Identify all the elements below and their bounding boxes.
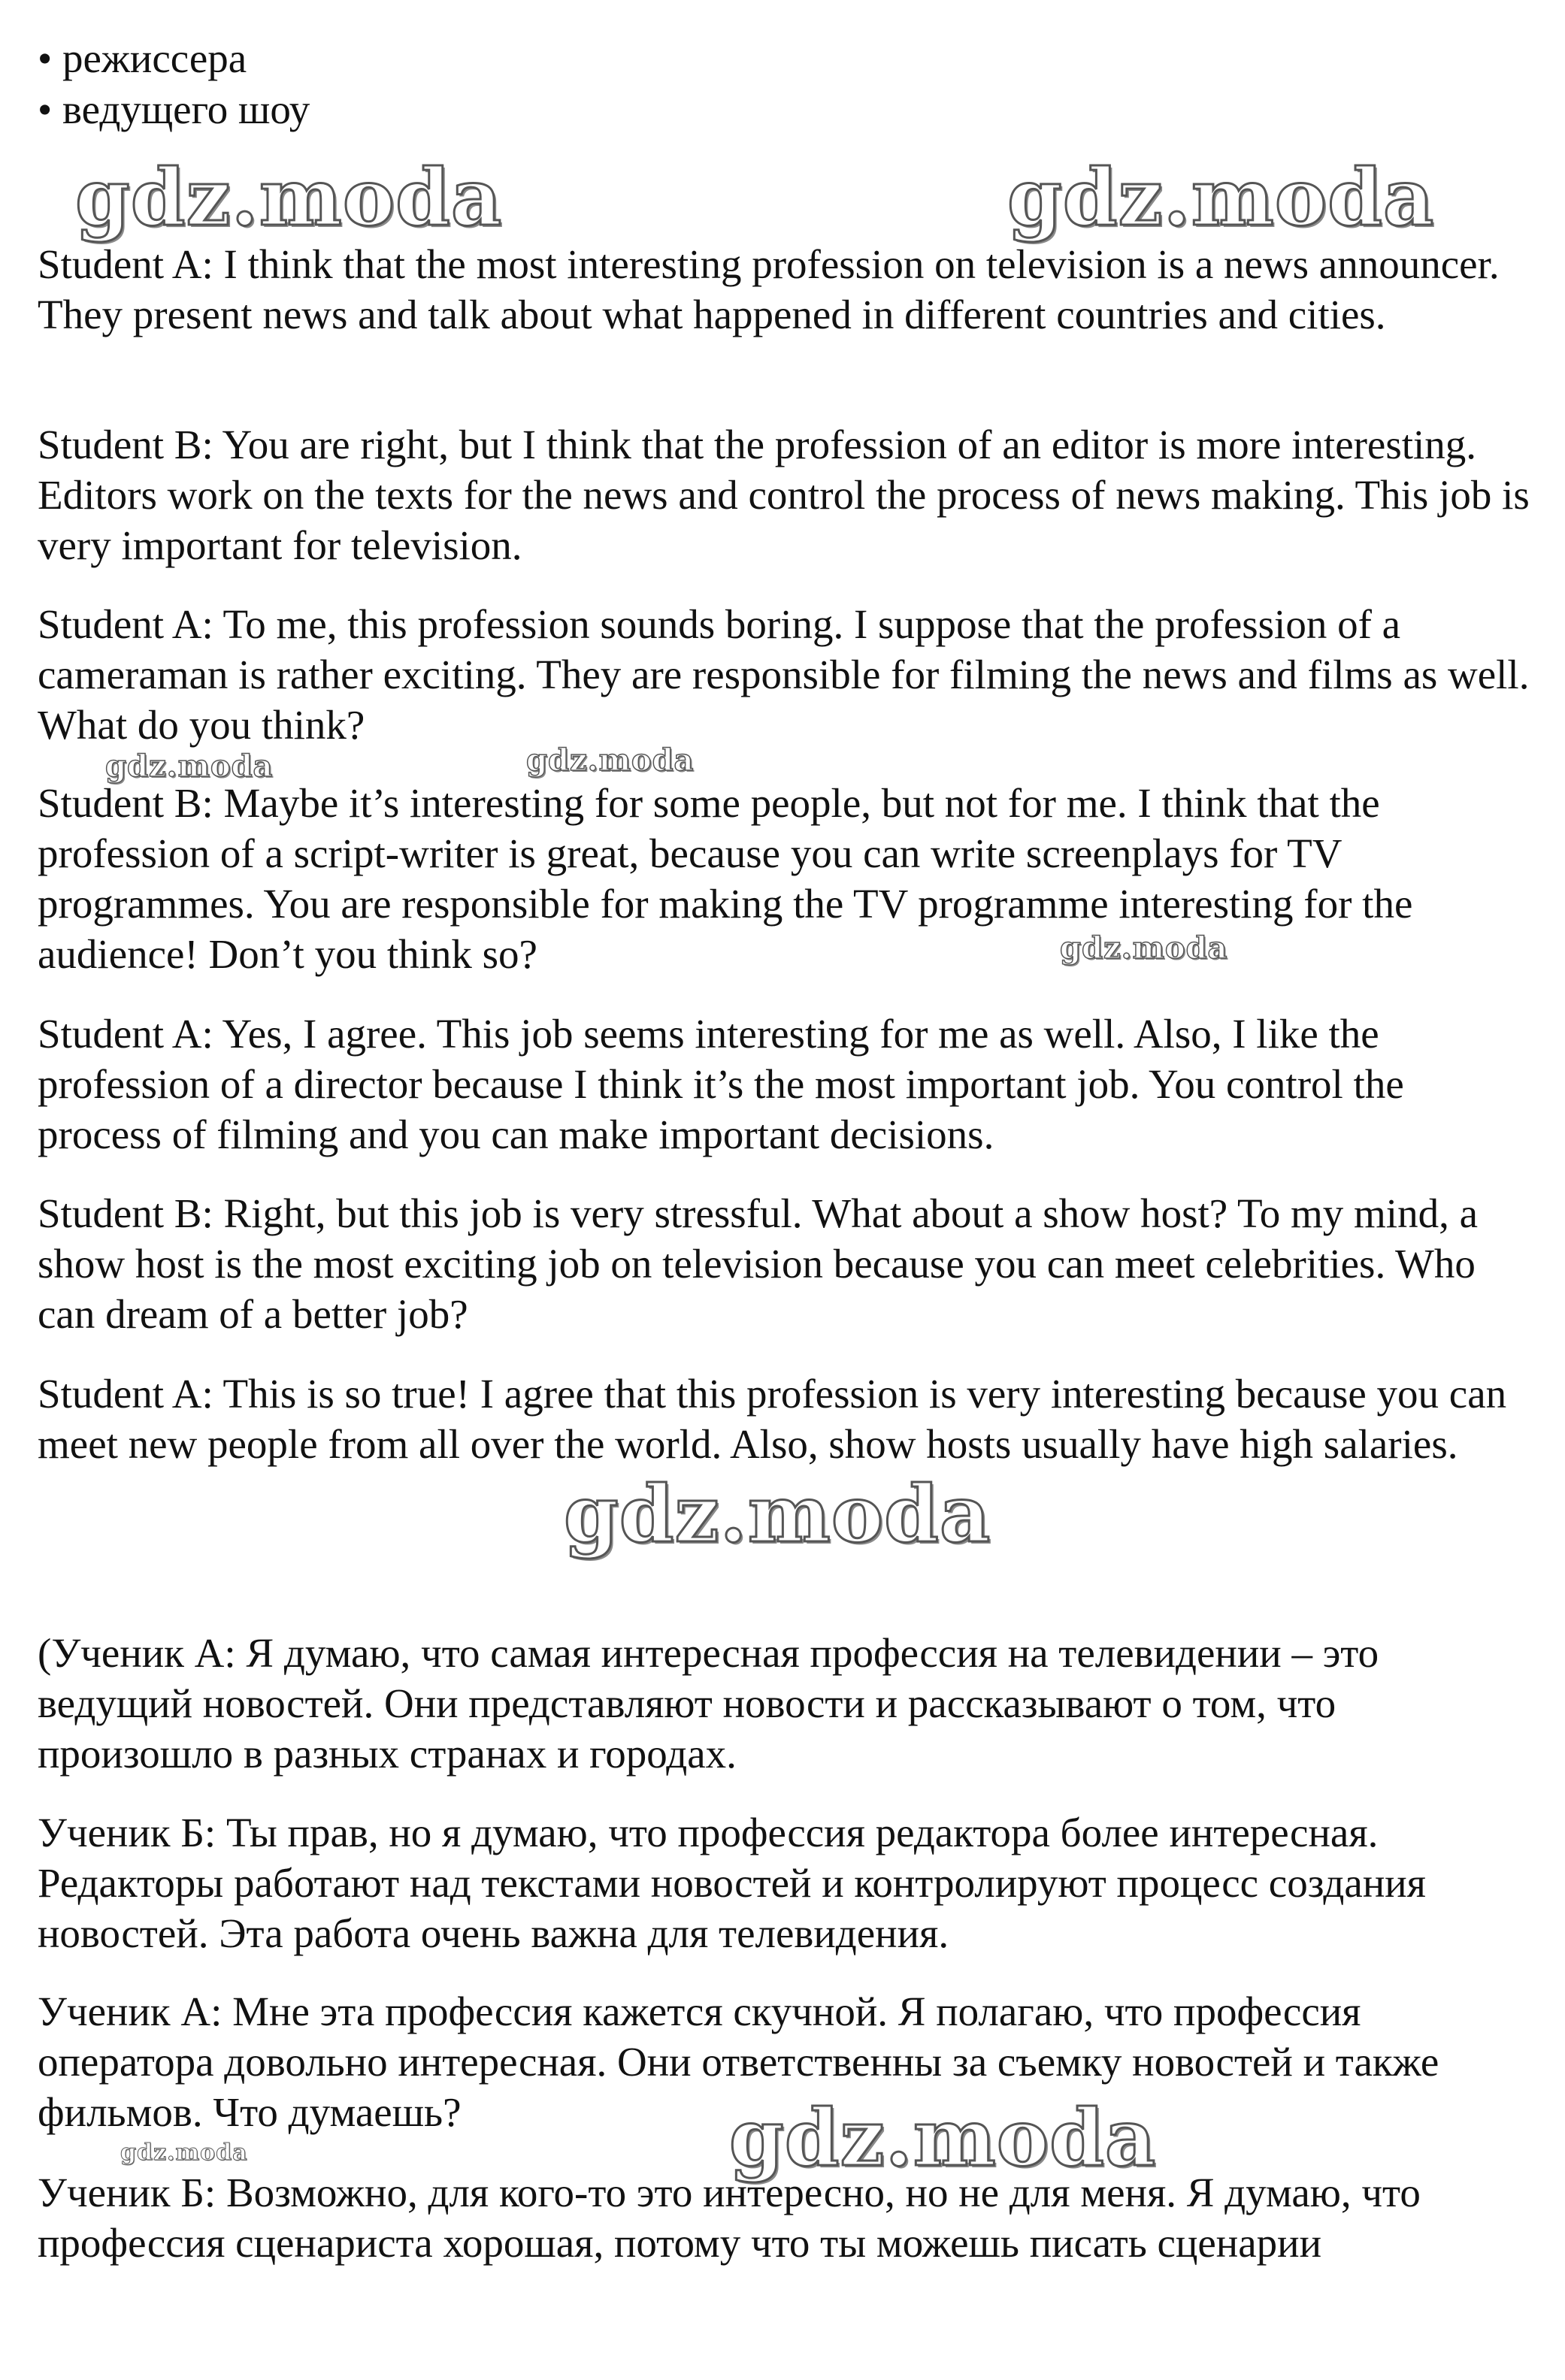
dialogue-ru-1: (Ученик А: Я думаю, что самая интересная профессия на телевидении – это ведущий новостей. Они представляют новости и рассказывают о том, что произошло в разных странах и городах.: [38, 1630, 1379, 1777]
watermark-logo: gdz.moda: [1060, 930, 1228, 966]
watermark-logo: gdz.moda: [564, 1468, 991, 1560]
bullet-director: • режиссера: [38, 35, 247, 81]
dialogue-en-3: Student A: To me, this profession sounds boring. I suppose that the profession of a cameraman is rather exciting. They are responsible for filming the news and films as well. What do you think?: [38, 601, 1530, 748]
dialogue-en-1: Student A: I think that the most interesting profession on television is a news announcer. They present news and talk about what happened in different countries and cities.: [38, 241, 1500, 337]
dialogue-en-6: Student B: Right, but this job is very stressful. What about a show host? To my mind, a show host is the most exciting job on television because you can meet celebrities. Who can dream of a better job?: [38, 1190, 1478, 1337]
dialogue-ru-2: Ученик Б: Ты прав, но я думаю, что профессия редактора более интересная. Редакторы работают над текстами новостей и контролируют процесс создания новостей. Эта работа очень важна для телевидения.: [38, 1810, 1426, 1956]
dialogue-ru-4: Ученик Б: Возможно, для кого-то это интересно, но не для меня. Я думаю, что профессия сценариста хорошая, потому что ты можешь писать сценарии: [38, 2170, 1421, 2266]
dialogue-en-2: Student B: You are right, but I think that the profession of an editor is more interesting. Editors work on the texts for the news and control the process of news making. This job is very important for television.: [38, 422, 1530, 568]
watermark-logo: gdz.moda: [1007, 151, 1435, 243]
watermark-logo: gdz.moda: [105, 748, 274, 784]
watermark-logo: gdz.moda: [729, 2091, 1157, 2184]
bullet-show-host: • ведущего шоу: [38, 86, 310, 132]
watermark-logo: gdz.moda: [75, 151, 503, 243]
dialogue-en-5: Student A: Yes, I agree. This job seems interesting for me as well. Also, I like the profession of a director because I think it’s the most important job. You control the process of filming and you can make important decisions.: [38, 1011, 1404, 1157]
watermark-logo: gdz.moda: [526, 742, 695, 778]
dialogue-ru-3: Ученик А: Мне эта профессия кажется скучной. Я полагаю, что профессия оператора довольно интересная. Они ответственны за съемку новостей и также фильмов. Что думаешь?: [38, 1988, 1439, 2135]
watermark-logo: gdz.moda: [120, 2140, 248, 2166]
dialogue-en-4: Student B: Maybe it’s interesting for some people, but not for me. I think that the profession of a script-writer is great, because you can write screenplays for TV programmes. You are responsible for making the TV programme interesting for the audience! Don’t you think so?: [38, 780, 1413, 977]
dialogue-en-7: Student A: This is so true! I agree that this profession is very interesting because you can meet new people from all over the world. Also, show hosts usually have high salaries.: [38, 1371, 1507, 1467]
